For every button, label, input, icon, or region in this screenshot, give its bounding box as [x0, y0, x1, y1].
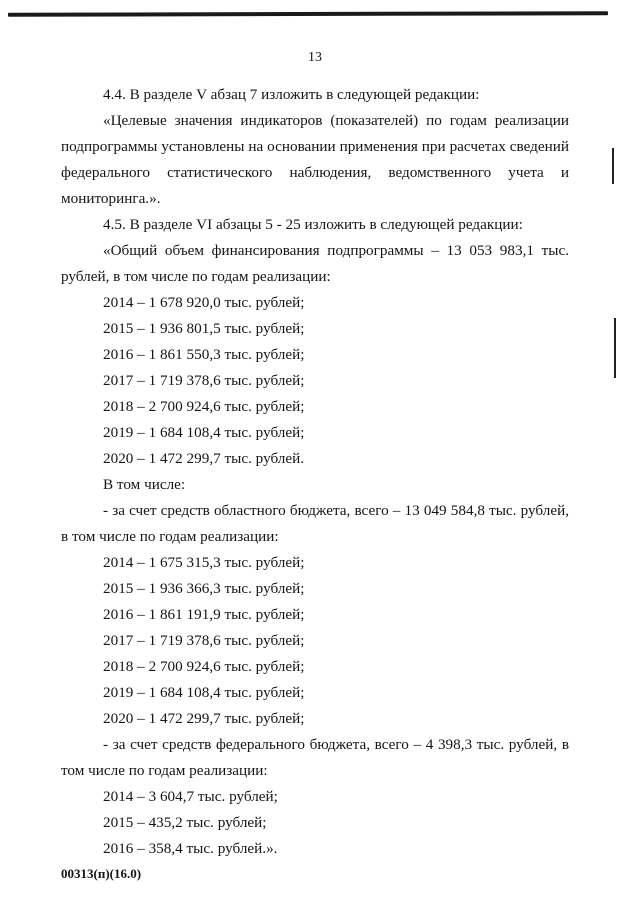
year-funding-line: 2020 – 1 472 299,7 тыс. рублей.: [103, 450, 305, 467]
year-funding-line: 2016 – 1 861 191,9 тыс. рублей;: [103, 606, 305, 623]
document-code: 00313(п)(16.0): [61, 866, 142, 881]
regional-budget-line: в том числе по годам реализации:: [61, 528, 279, 545]
year-funding-line: 2016 – 1 861 550,3 тыс. рублей;: [103, 346, 305, 363]
year-funding-line: 2016 – 358,4 тыс. рублей.».: [103, 840, 278, 857]
quote-line: федерального статистического наблюдения, ведомственного учета и: [61, 164, 569, 181]
document-body: [61, 82, 569, 862]
year-funding-line: 2018 – 2 700 924,6 тыс. рублей;: [103, 398, 305, 415]
scan-margin-mark: [614, 318, 616, 378]
total-funding-line: рублей, в том числе по годам реализации:: [61, 268, 331, 285]
regional-budget-line: - за счет средств областного бюджета, всего – 13 049 584,8 тыс. рублей,: [103, 502, 569, 519]
page-number: 13: [308, 50, 322, 65]
section-4-5-heading: 4.5. В разделе VI абзацы 5 - 25 изложить в следующей редакции:: [103, 216, 523, 233]
year-funding-line: 2014 – 1 675 315,3 тыс. рублей;: [103, 554, 305, 571]
year-funding-line: 2017 – 1 719 378,6 тыс. рублей;: [103, 372, 305, 389]
year-funding-line: 2019 – 1 684 108,4 тыс. рублей;: [103, 684, 305, 701]
section-4-4-heading: 4.4. В разделе V абзац 7 изложить в следующей редакции:: [103, 86, 480, 103]
including-label: В том числе:: [103, 476, 186, 493]
year-funding-line: 2020 – 1 472 299,7 тыс. рублей;: [103, 710, 305, 727]
year-funding-line: 2014 – 1 678 920,0 тыс. рублей;: [103, 294, 305, 311]
quote-line: подпрограммы установлены на основании применения при расчетах сведений: [61, 138, 569, 155]
year-funding-line: 2018 – 2 700 924,6 тыс. рублей;: [103, 658, 305, 675]
federal-budget-line: - за счет средств федерального бюджета, всего – 4 398,3 тыс. рублей, в: [103, 736, 569, 753]
total-funding-line: «Общий объем финансирования подпрограммы – 13 053 983,1 тыс.: [103, 242, 569, 259]
year-funding-line: 2017 – 1 719 378,6 тыс. рублей;: [103, 632, 305, 649]
federal-budget-line: том числе по годам реализации:: [61, 762, 268, 779]
year-funding-line: 2014 – 3 604,7 тыс. рублей;: [103, 788, 278, 805]
year-funding-line: 2019 – 1 684 108,4 тыс. рублей;: [103, 424, 305, 441]
quote-line: «Целевые значения индикаторов (показателей) по годам реализации: [103, 112, 569, 129]
year-funding-line: 2015 – 1 936 801,5 тыс. рублей;: [103, 320, 305, 337]
scan-top-rule: [8, 11, 608, 17]
year-funding-line: 2015 – 435,2 тыс. рублей;: [103, 814, 267, 831]
year-funding-line: 2015 – 1 936 366,3 тыс. рублей;: [103, 580, 305, 597]
quote-line: мониторинга.».: [61, 190, 161, 207]
scan-margin-mark: [612, 148, 614, 184]
